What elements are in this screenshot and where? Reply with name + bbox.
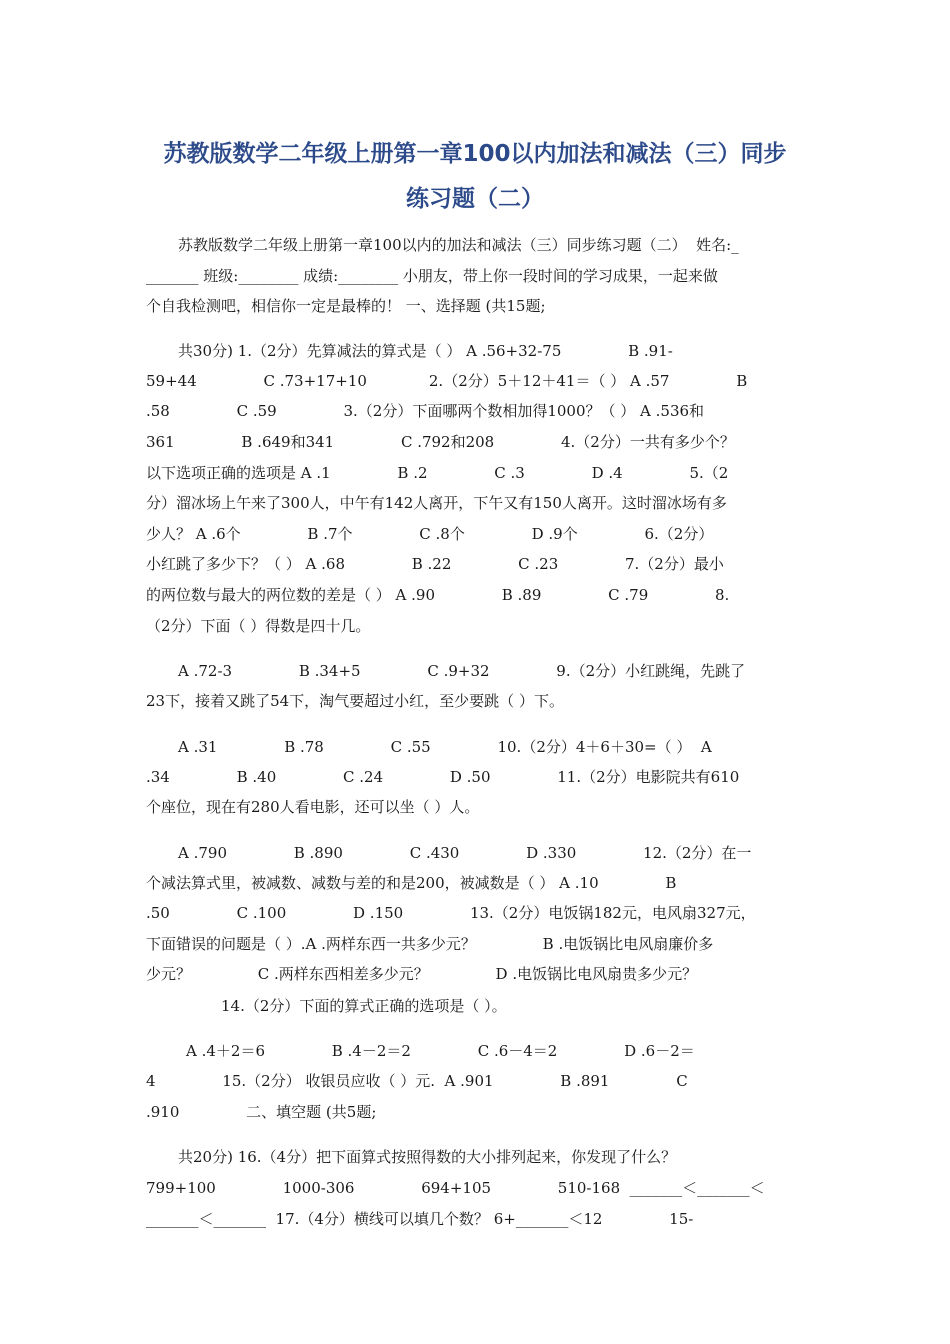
body-line: 个自我检测吧，相信你一定是最棒的！ 一、选择题 (共15题; <box>146 297 546 315</box>
body-line: 的两位数与最大的两位数的差是（ ） A .90 B .89 C .79 8. <box>146 586 730 604</box>
body-line: .50 C .100 D .150 13.（2分）电饭锅182元，电风扇327元， <box>146 904 756 922</box>
body-line: 少人？ A .6个 B .7个 C .8个 D .9个 6.（2分） <box>146 525 714 543</box>
document-title-line-1: 苏教版数学二年级上册第一章100以内加法和减法（三）同步 <box>163 141 787 167</box>
body-line: .58 C .59 3.（2分）下面哪两个数相加得1000？（ ） A .536和 <box>146 402 705 420</box>
body-line: 共30分) 1.（2分）先算减法的算式是（ ） A .56+32-75 B .91- <box>178 342 673 360</box>
document-title-line-2: 练习题（二） <box>406 186 544 212</box>
body-line: .910 二、填空题 (共5题; <box>146 1103 377 1121</box>
body-line: 23下，接着又跳了54下，淘气要超过小红，至少要跳（ ）下。 <box>146 692 564 710</box>
body-line: 14.（2分）下面的算式正确的选项是（ ）。 <box>221 997 507 1015</box>
body-line: A .790 B .890 C .430 D .330 12.（2分）在一 <box>178 844 752 862</box>
body-line: A .4＋2＝6 B .4－2＝2 C .6－4＝2 D .6－2＝ <box>186 1042 695 1060</box>
body-line: 个减法算式里，被减数、减数与差的和是200，被减数是（ ） A .10 B <box>146 874 677 892</box>
body-line: （2分）下面（ ）得数是四十几。 <box>146 617 371 635</box>
body-line: 下面错误的问题是（ ）.A .两样东西一共多少元？ B .电饭锅比电风扇廉价多 <box>146 935 714 953</box>
body-line: 59+44 C .73+17+10 2.（2分）5＋12＋41＝（ ） A .57 B <box>146 372 748 390</box>
body-line: A .72-3 B .34+5 C .9+32 9.（2分）小红跳绳，先跳了 <box>178 662 746 680</box>
body-line: 共20分) 16.（4分）把下面算式按照得数的大小排列起来，你发现了什么？ <box>178 1148 677 1166</box>
body-line: _______＜_______ 17.（4分）横线可以填几个数？ 6+_______＜12 15- <box>146 1210 694 1228</box>
body-line: 以下选项正确的选项是 A .1 B .2 C .3 D .4 5.（2 <box>146 464 729 482</box>
body-line: 个座位，现在有280人看电影，还可以坐（ ）人。 <box>146 798 480 816</box>
body-line: .34 B .40 C .24 D .50 11.（2分）电影院共有610 <box>146 768 740 786</box>
body-line: 799+100 1000-306 694+105 510-168 _______＜_______＜ <box>146 1179 765 1197</box>
body-line: 少元？ C .两样东西相差多少元？ D .电饭锅比电风扇贵多少元？ <box>146 965 698 983</box>
body-line: 分）溜冰场上午来了300人，中午有142人离开，下午又有150人离开。这时溜冰场有多 <box>146 494 727 512</box>
body-line: 苏教版数学二年级上册第一章100以内的加法和减法（三）同步练习题（二） 姓名:_ <box>178 236 739 254</box>
body-line: 小红跳了多少下？（ ） A .68 B .22 C .23 7.（2分）最小 <box>146 555 724 573</box>
body-line: 361 B .649和341 C .792和208 4.（2分）一共有多少个？ <box>146 433 735 451</box>
body-line: 4 15.（2分） 收银员应收（ ）元. A .901 B .891 C <box>146 1072 688 1090</box>
body-line: _______ 班级:________ 成绩:________ 小朋友，带上你一段时间的学习成果，一起来做 <box>146 267 718 285</box>
body-line: A .31 B .78 C .55 10.（2分）4＋6＋30=（ ） A <box>178 738 712 756</box>
